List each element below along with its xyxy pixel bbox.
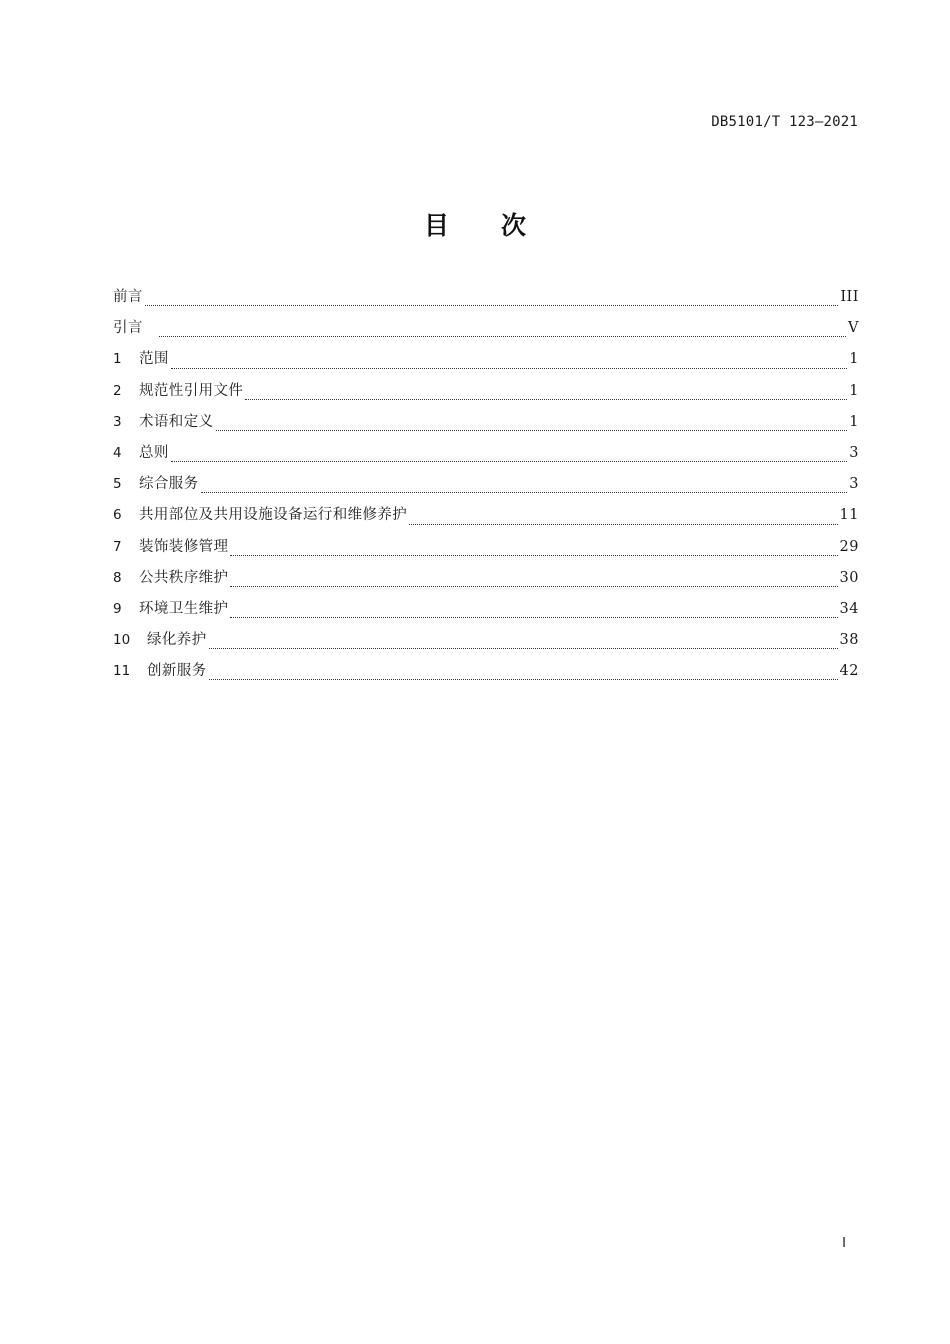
toc-entry-page: 3 xyxy=(849,476,859,493)
toc-dot-leader xyxy=(171,460,847,462)
toc-entry-11[interactable] xyxy=(113,659,859,690)
toc-dot-leader xyxy=(209,647,838,649)
toc-entry-introduction[interactable] xyxy=(113,316,859,347)
toc-entry-10[interactable] xyxy=(113,628,859,659)
toc-entry-3[interactable] xyxy=(113,410,859,441)
toc-entry-label: 共用部位及共用设施设备运行和维修养护 xyxy=(139,507,408,524)
page-number: I xyxy=(842,1236,846,1251)
toc-dot-leader xyxy=(245,398,847,400)
toc-entry-number: 2 xyxy=(113,382,122,399)
toc-entry-9[interactable] xyxy=(113,597,859,628)
toc-entry-7[interactable] xyxy=(113,535,859,566)
toc-dot-leader xyxy=(209,678,838,680)
toc-entry-page: III xyxy=(840,289,859,305)
toc-entry-label: 总则 xyxy=(139,444,169,461)
toc-entry-number: 5 xyxy=(113,476,122,493)
toc-dot-leader xyxy=(230,554,837,556)
toc-entry-page: 29 xyxy=(839,538,859,555)
toc-entry-page: 30 xyxy=(839,569,859,586)
toc-entry-page: 1 xyxy=(849,413,859,430)
toc-entry-page: 3 xyxy=(849,444,859,461)
toc-entry-8[interactable] xyxy=(113,566,859,597)
toc-entry-page: 1 xyxy=(849,351,859,368)
toc-entry-number: 9 xyxy=(113,600,122,617)
toc-dot-leader xyxy=(201,491,848,493)
toc-entry-label: 装饰装修管理 xyxy=(139,538,229,555)
toc-entry-2[interactable] xyxy=(113,379,859,410)
toc-entry-number: 10 xyxy=(113,632,131,649)
toc-entry-label: 前言 xyxy=(113,289,143,305)
toc-dot-leader xyxy=(230,585,837,587)
toc-entry-number: 6 xyxy=(113,507,122,524)
toc-dot-leader xyxy=(171,367,847,369)
toc-entry-page: 34 xyxy=(839,600,859,617)
toc-entry-number: 1 xyxy=(113,351,122,368)
toc-entry-label: 范围 xyxy=(139,351,169,368)
toc-entry-label: 术语和定义 xyxy=(139,413,214,430)
toc-entry-label: 创新服务 xyxy=(147,663,207,680)
toc-entry-4[interactable] xyxy=(113,441,859,472)
toc-entry-label: 规范性引用文件 xyxy=(139,382,244,399)
toc-dot-leader xyxy=(145,304,839,306)
toc-dot-leader xyxy=(409,523,837,525)
toc-title: 目次 xyxy=(423,211,578,240)
toc-entry-label: 公共秩序维护 xyxy=(139,569,229,586)
table-of-contents xyxy=(113,285,859,690)
toc-entry-number: 11 xyxy=(113,663,131,680)
toc-entry-number: 4 xyxy=(113,444,122,461)
toc-entry-page: V xyxy=(848,320,859,337)
toc-entry-number: 3 xyxy=(113,413,122,430)
toc-entry-number: 7 xyxy=(113,538,122,555)
toc-entry-label: 绿化养护 xyxy=(147,632,207,649)
toc-entry-foreword[interactable] xyxy=(113,285,859,316)
toc-entry-label: 综合服务 xyxy=(139,476,199,493)
toc-entry-page: 11 xyxy=(839,507,859,524)
toc-entry-page: 42 xyxy=(839,663,859,680)
toc-entry-page: 1 xyxy=(849,382,859,399)
toc-dot-leader xyxy=(216,429,848,431)
toc-dot-leader xyxy=(230,616,837,618)
document-code: DB5101/T 123—2021 xyxy=(711,114,858,130)
toc-entry-page: 38 xyxy=(839,632,859,649)
toc-entry-label: 环境卫生维护 xyxy=(139,600,229,617)
toc-entry-number: 8 xyxy=(113,569,122,586)
toc-entry-1[interactable] xyxy=(113,347,859,378)
toc-entry-6[interactable] xyxy=(113,503,859,534)
toc-entry-label: 引言 xyxy=(113,320,143,337)
toc-entry-5[interactable] xyxy=(113,472,859,503)
toc-dot-leader xyxy=(159,335,846,337)
